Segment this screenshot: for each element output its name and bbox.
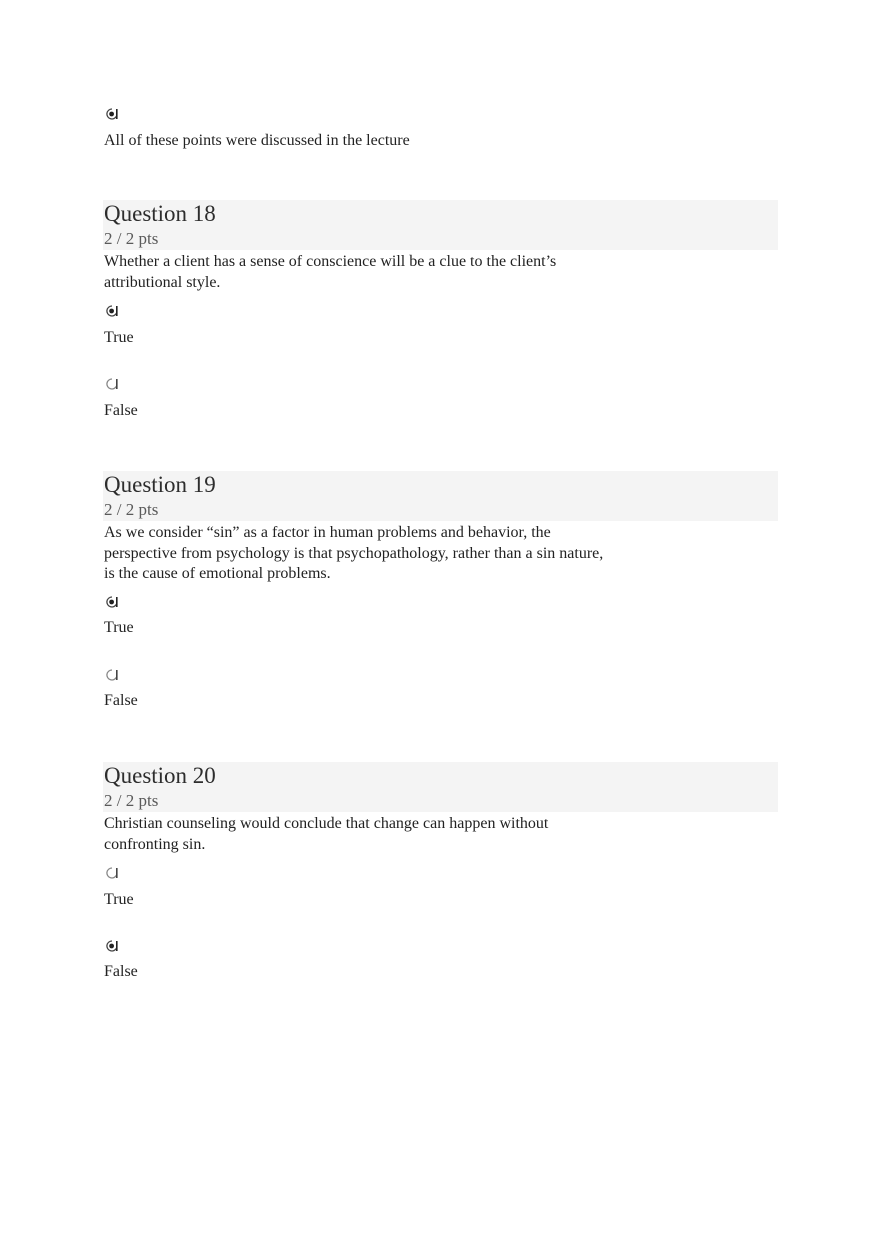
- question-points: 2 / 2 pts: [104, 791, 159, 810]
- question-title: Question 19: [104, 472, 216, 497]
- answer-label: True: [104, 891, 134, 908]
- question-header: [103, 471, 778, 521]
- question-title: Question 20: [104, 763, 216, 788]
- question-text: Whether a client has a sense of conscience will be a clue to the client’s attributional style.: [104, 253, 557, 291]
- question-points: 2 / 2 pts: [104, 229, 159, 248]
- radio-unselected-icon[interactable]: [106, 669, 117, 680]
- radio-selected-icon[interactable]: [106, 596, 117, 607]
- answer-label: True: [104, 329, 134, 346]
- radio-unselected-icon[interactable]: [106, 867, 117, 878]
- radio-selected-icon[interactable]: [106, 940, 117, 951]
- radio-selected-icon[interactable]: [106, 108, 117, 119]
- answer-label: All of these points were discussed in the lecture: [104, 132, 410, 149]
- question-text: As we consider “sin” as a factor in human problems and behavior, the perspective from psychology is that psychopathology, rather than a sin nature, is the cause of emotional problems.: [104, 524, 604, 582]
- answer-label: False: [104, 963, 138, 980]
- question-points: 2 / 2 pts: [104, 500, 159, 519]
- question-text: Christian counseling would conclude that change can happen without confronting sin.: [104, 815, 549, 853]
- answer-label: True: [104, 619, 134, 636]
- radio-unselected-icon[interactable]: [106, 378, 117, 389]
- answer-label: False: [104, 402, 138, 419]
- radio-selected-icon[interactable]: [106, 305, 117, 316]
- question-header: [103, 762, 778, 812]
- answer-label: False: [104, 692, 138, 709]
- question-header: [103, 200, 778, 250]
- question-title: Question 18: [104, 201, 216, 226]
